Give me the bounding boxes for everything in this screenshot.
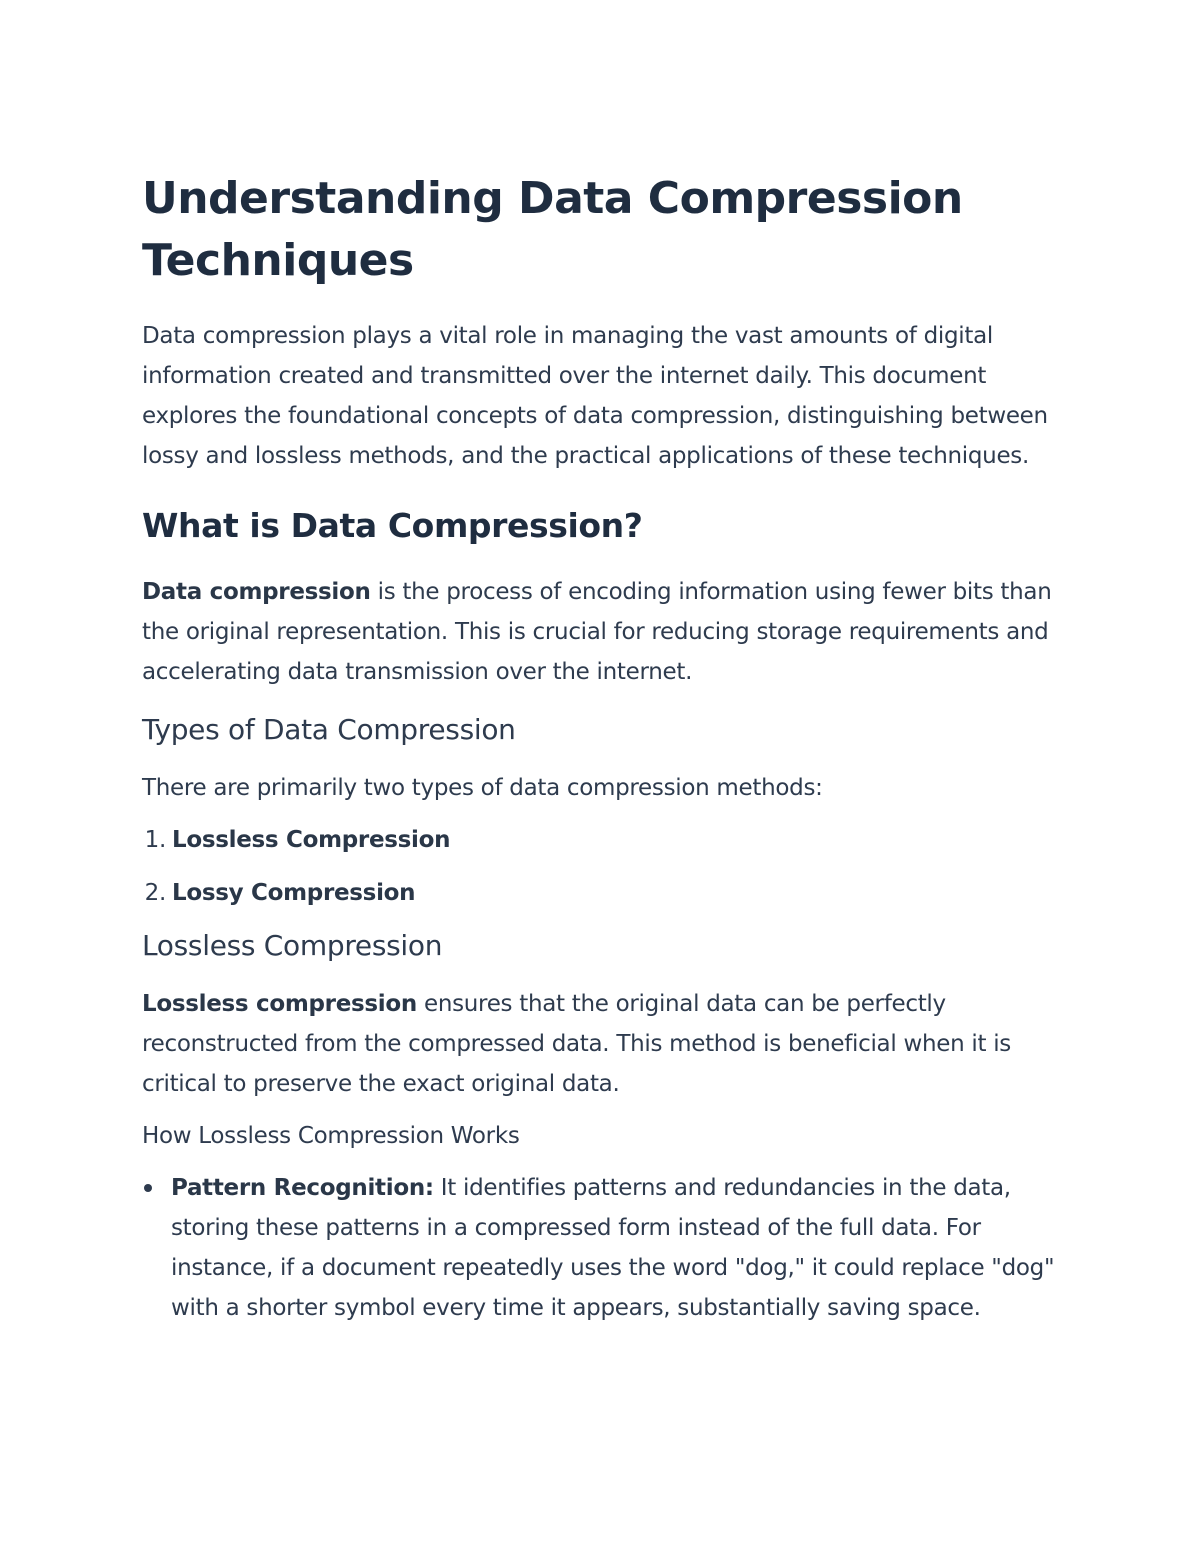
intro-paragraph: Data compression plays a vital role in managing the vast amounts of digital information created and transmitted over the internet daily. This document explores the foundational concepts of data compression, distinguishing between lossy and lossless methods, and the practical applications of these techniques. (142, 323, 1048, 469)
list-item (142, 1168, 1067, 1328)
list-item (142, 873, 1067, 913)
list-item (142, 820, 1067, 860)
list-item-number: 2. (144, 880, 166, 906)
document-page (142, 168, 1067, 1328)
section-heading-what: What is Data Compression? (142, 506, 643, 545)
definition-text: is the process of encoding information using fewer bits than the original representation. This is crucial for reducing storage requirements and accelerating data transmission over the internet. (142, 579, 1052, 685)
how-list (142, 1168, 1067, 1328)
lossless-term: Lossless compression (142, 991, 417, 1017)
bullet-term: Pattern Recognition: (171, 1175, 434, 1201)
lossless-text: ensures that the original data can be perfectly reconstructed from the compressed data. This method is beneficial when it is critical to preserve the exact original data. (142, 991, 1011, 1097)
lossless-paragraph (142, 984, 1067, 1104)
types-intro-paragraph: There are primarily two types of data compression methods: (142, 775, 823, 801)
definition-paragraph (142, 572, 1067, 692)
definition-term: Data compression (142, 579, 371, 605)
list-item-label: Lossless Compression (172, 827, 451, 853)
list-item-label: Lossy Compression (172, 880, 416, 906)
list-item-number: 1. (144, 827, 166, 853)
section-heading-lossless: Lossless Compression (142, 929, 443, 962)
document-title: Understanding Data Compression Techniques (142, 173, 963, 286)
bullet-icon (144, 1184, 152, 1192)
subheading-how-lossless: How Lossless Compression Works (142, 1123, 520, 1149)
bullet-text: It identifies patterns and redundancies in the data, storing these patterns in a compressed form instead of the full data. For instance, if a document repeatedly uses the word "dog," it could replace "dog" with a shorter symbol every time it appears, substantially saving space. (171, 1175, 1055, 1321)
types-list (142, 820, 1067, 913)
section-heading-types: Types of Data Compression (142, 713, 516, 746)
